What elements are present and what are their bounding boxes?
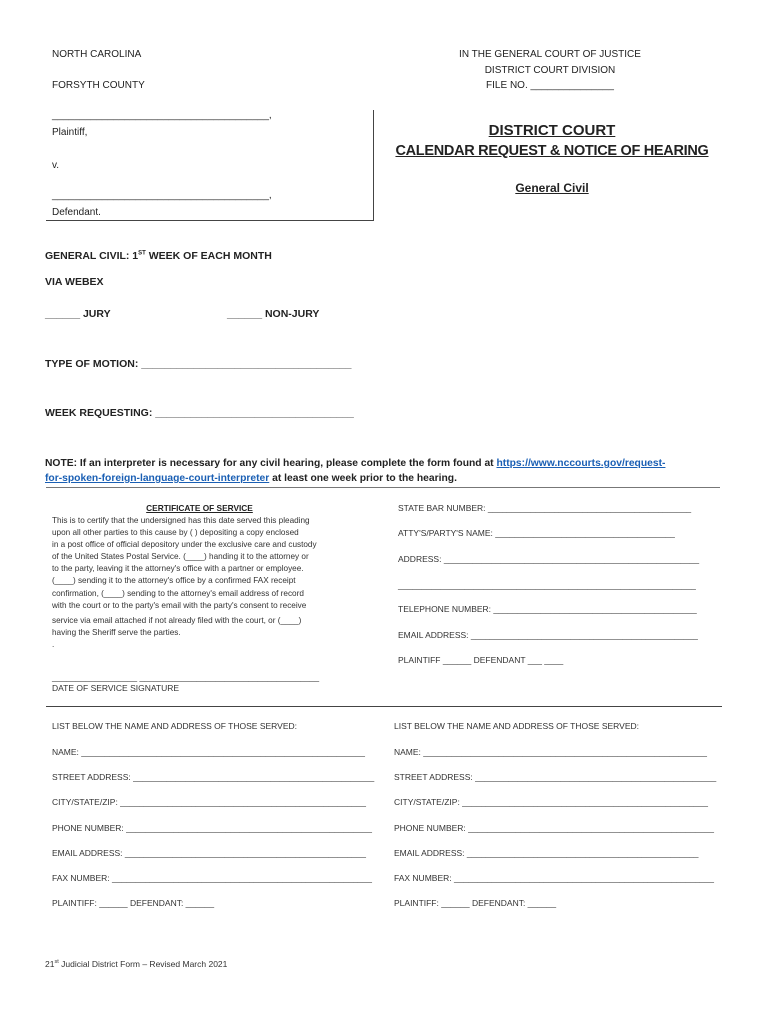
- certificate-line: to the party, leaving it the attorney's office with a partner or employee.: [52, 564, 304, 574]
- signature-blank[interactable]: __________________ ______________________________________: [52, 672, 320, 682]
- versus-label: v.: [52, 160, 60, 171]
- schedule-suffix: WEEK OF EACH MONTH: [145, 250, 272, 262]
- interpreter-link-cont[interactable]: for-spoken-foreign-language-court-interpreter: [45, 473, 270, 484]
- party-select[interactable]: PLAINTIFF ______ DEFENDANT ___ ____: [398, 655, 564, 665]
- court-line-2: DISTRICT COURT DIVISION: [484, 65, 616, 76]
- served-name-left[interactable]: NAME: ____________________________________________________________: [52, 747, 365, 757]
- served-phone-right[interactable]: PHONE NUMBER: ____________________________________________________: [394, 823, 714, 833]
- served-fax-right[interactable]: FAX NUMBER: _______________________________________________________: [394, 873, 714, 883]
- defendant-label: Defendant.: [52, 207, 101, 218]
- served-party-left[interactable]: PLAINTIFF: ______ DEFENDANT: ______: [52, 898, 215, 908]
- served-section-rule: [46, 706, 722, 707]
- certificate-line: (____) sending it to the attorney's office by a confirmed FAX receipt: [52, 576, 296, 586]
- plaintiff-blank[interactable]: _______________________________________,: [52, 110, 272, 121]
- footer-revision: Judicial District Form – Revised March 2021: [58, 959, 228, 969]
- state-bar-field[interactable]: STATE BAR NUMBER: ___________________________________________: [398, 503, 692, 513]
- atty-name-field[interactable]: ATTY'S/PARTY'S NAME: ______________________________________: [398, 528, 675, 538]
- file-number-field[interactable]: FILE NO. _______________: [486, 80, 614, 91]
- certificate-line: service via email attached if not already filed with the court, or (____): [52, 615, 302, 625]
- served-name-right[interactable]: NAME: ____________________________________________________________: [394, 747, 707, 757]
- certificate-line: in a post office of official depository under the exclusive care and custody: [52, 540, 317, 550]
- state-name: NORTH CAROLINA: [52, 49, 142, 60]
- note-suffix: at least one week prior to the hearing.: [269, 473, 457, 484]
- address-line-2-field[interactable]: _______________________________________________________________: [398, 580, 696, 590]
- certificate-line: of the United States Postal Service. (____) handing it to the attorney or: [52, 552, 309, 562]
- served-city-right[interactable]: CITY/STATE/ZIP: ____________________________________________________: [394, 797, 708, 807]
- served-street-left[interactable]: STREET ADDRESS: ___________________________________________________: [52, 772, 375, 782]
- form-title: DISTRICT COURT: [488, 122, 616, 139]
- address-field[interactable]: ADDRESS: ______________________________________________________: [398, 554, 700, 564]
- served-fax-left[interactable]: FAX NUMBER: _______________________________________________________: [52, 873, 372, 883]
- jury-option[interactable]: ______ JURY: [45, 308, 111, 320]
- interpreter-note-line-2: [45, 473, 457, 484]
- interpreter-link[interactable]: https://www.nccourts.gov/request-: [496, 458, 666, 469]
- plaintiff-label: Plaintiff,: [52, 127, 88, 138]
- court-line-1: IN THE GENERAL COURT OF JUSTICE: [459, 49, 641, 60]
- email-field[interactable]: EMAIL ADDRESS: ________________________________________________: [398, 630, 698, 640]
- certificate-line: with the court or to the party's email with the party's consent to receive: [52, 600, 307, 610]
- interpreter-note-line-1: [45, 458, 665, 469]
- footer-district-sup: st: [54, 959, 59, 966]
- certificate-line: This is to certify that the undersigned has this date served this pleading: [52, 516, 310, 525]
- note-rule: [46, 487, 720, 488]
- certificate-body: [52, 515, 347, 651]
- caption-divider: [373, 110, 374, 220]
- certificate-heading: CERTIFICATE OF SERVICE: [146, 503, 253, 513]
- form-subtitle: CALENDAR REQUEST & NOTICE OF HEARING: [395, 143, 709, 159]
- general-civil-schedule: [45, 250, 272, 262]
- telephone-field[interactable]: TELEPHONE NUMBER: ___________________________________________: [398, 604, 697, 614]
- served-heading-left: LIST BELOW THE NAME AND ADDRESS OF THOSE SERVED:: [52, 721, 297, 731]
- defendant-blank[interactable]: _______________________________________,: [52, 190, 272, 201]
- non-jury-option[interactable]: ______ NON-JURY: [227, 308, 320, 320]
- footer-district-number: 21: [45, 959, 55, 969]
- served-street-right[interactable]: STREET ADDRESS: ___________________________________________________: [394, 772, 717, 782]
- form-footer: [45, 959, 227, 969]
- served-email-left[interactable]: EMAIL ADDRESS: ___________________________________________________: [52, 848, 366, 858]
- note-prefix: NOTE: If an interpreter is necessary for any civil hearing, please complete the form found at: [45, 458, 497, 469]
- certificate-line: upon all other parties to this cause by ( ) depositing a copy enclosed: [52, 528, 299, 538]
- served-heading-right: LIST BELOW THE NAME AND ADDRESS OF THOSE SERVED:: [394, 721, 639, 731]
- certificate-line: having the Sheriff serve the parties.: [52, 627, 181, 637]
- served-city-left[interactable]: CITY/STATE/ZIP: ____________________________________________________: [52, 797, 366, 807]
- schedule-prefix: GENERAL CIVIL: 1: [45, 250, 139, 262]
- caption-bottom-rule: [46, 220, 374, 221]
- week-requesting-field[interactable]: WEEK REQUESTING: __________________________________: [45, 407, 354, 419]
- schedule-sup: ST: [138, 250, 146, 257]
- served-phone-left[interactable]: PHONE NUMBER: ____________________________________________________: [52, 823, 372, 833]
- served-party-right[interactable]: PLAINTIFF: ______ DEFENDANT: ______: [394, 898, 557, 908]
- case-type: General Civil: [515, 181, 589, 195]
- type-of-motion-field[interactable]: TYPE OF MOTION: ____________________________________: [45, 358, 352, 370]
- certificate-line: confirmation, (____) sending to the attorney's email address of record: [52, 588, 304, 598]
- certificate-line: .: [52, 639, 55, 649]
- county-name: FORSYTH COUNTY: [52, 80, 145, 91]
- via-webex: VIA WEBEX: [45, 276, 104, 288]
- signature-label: DATE OF SERVICE SIGNATURE: [52, 683, 180, 693]
- served-email-right[interactable]: EMAIL ADDRESS: _________________________________________________: [394, 848, 699, 858]
